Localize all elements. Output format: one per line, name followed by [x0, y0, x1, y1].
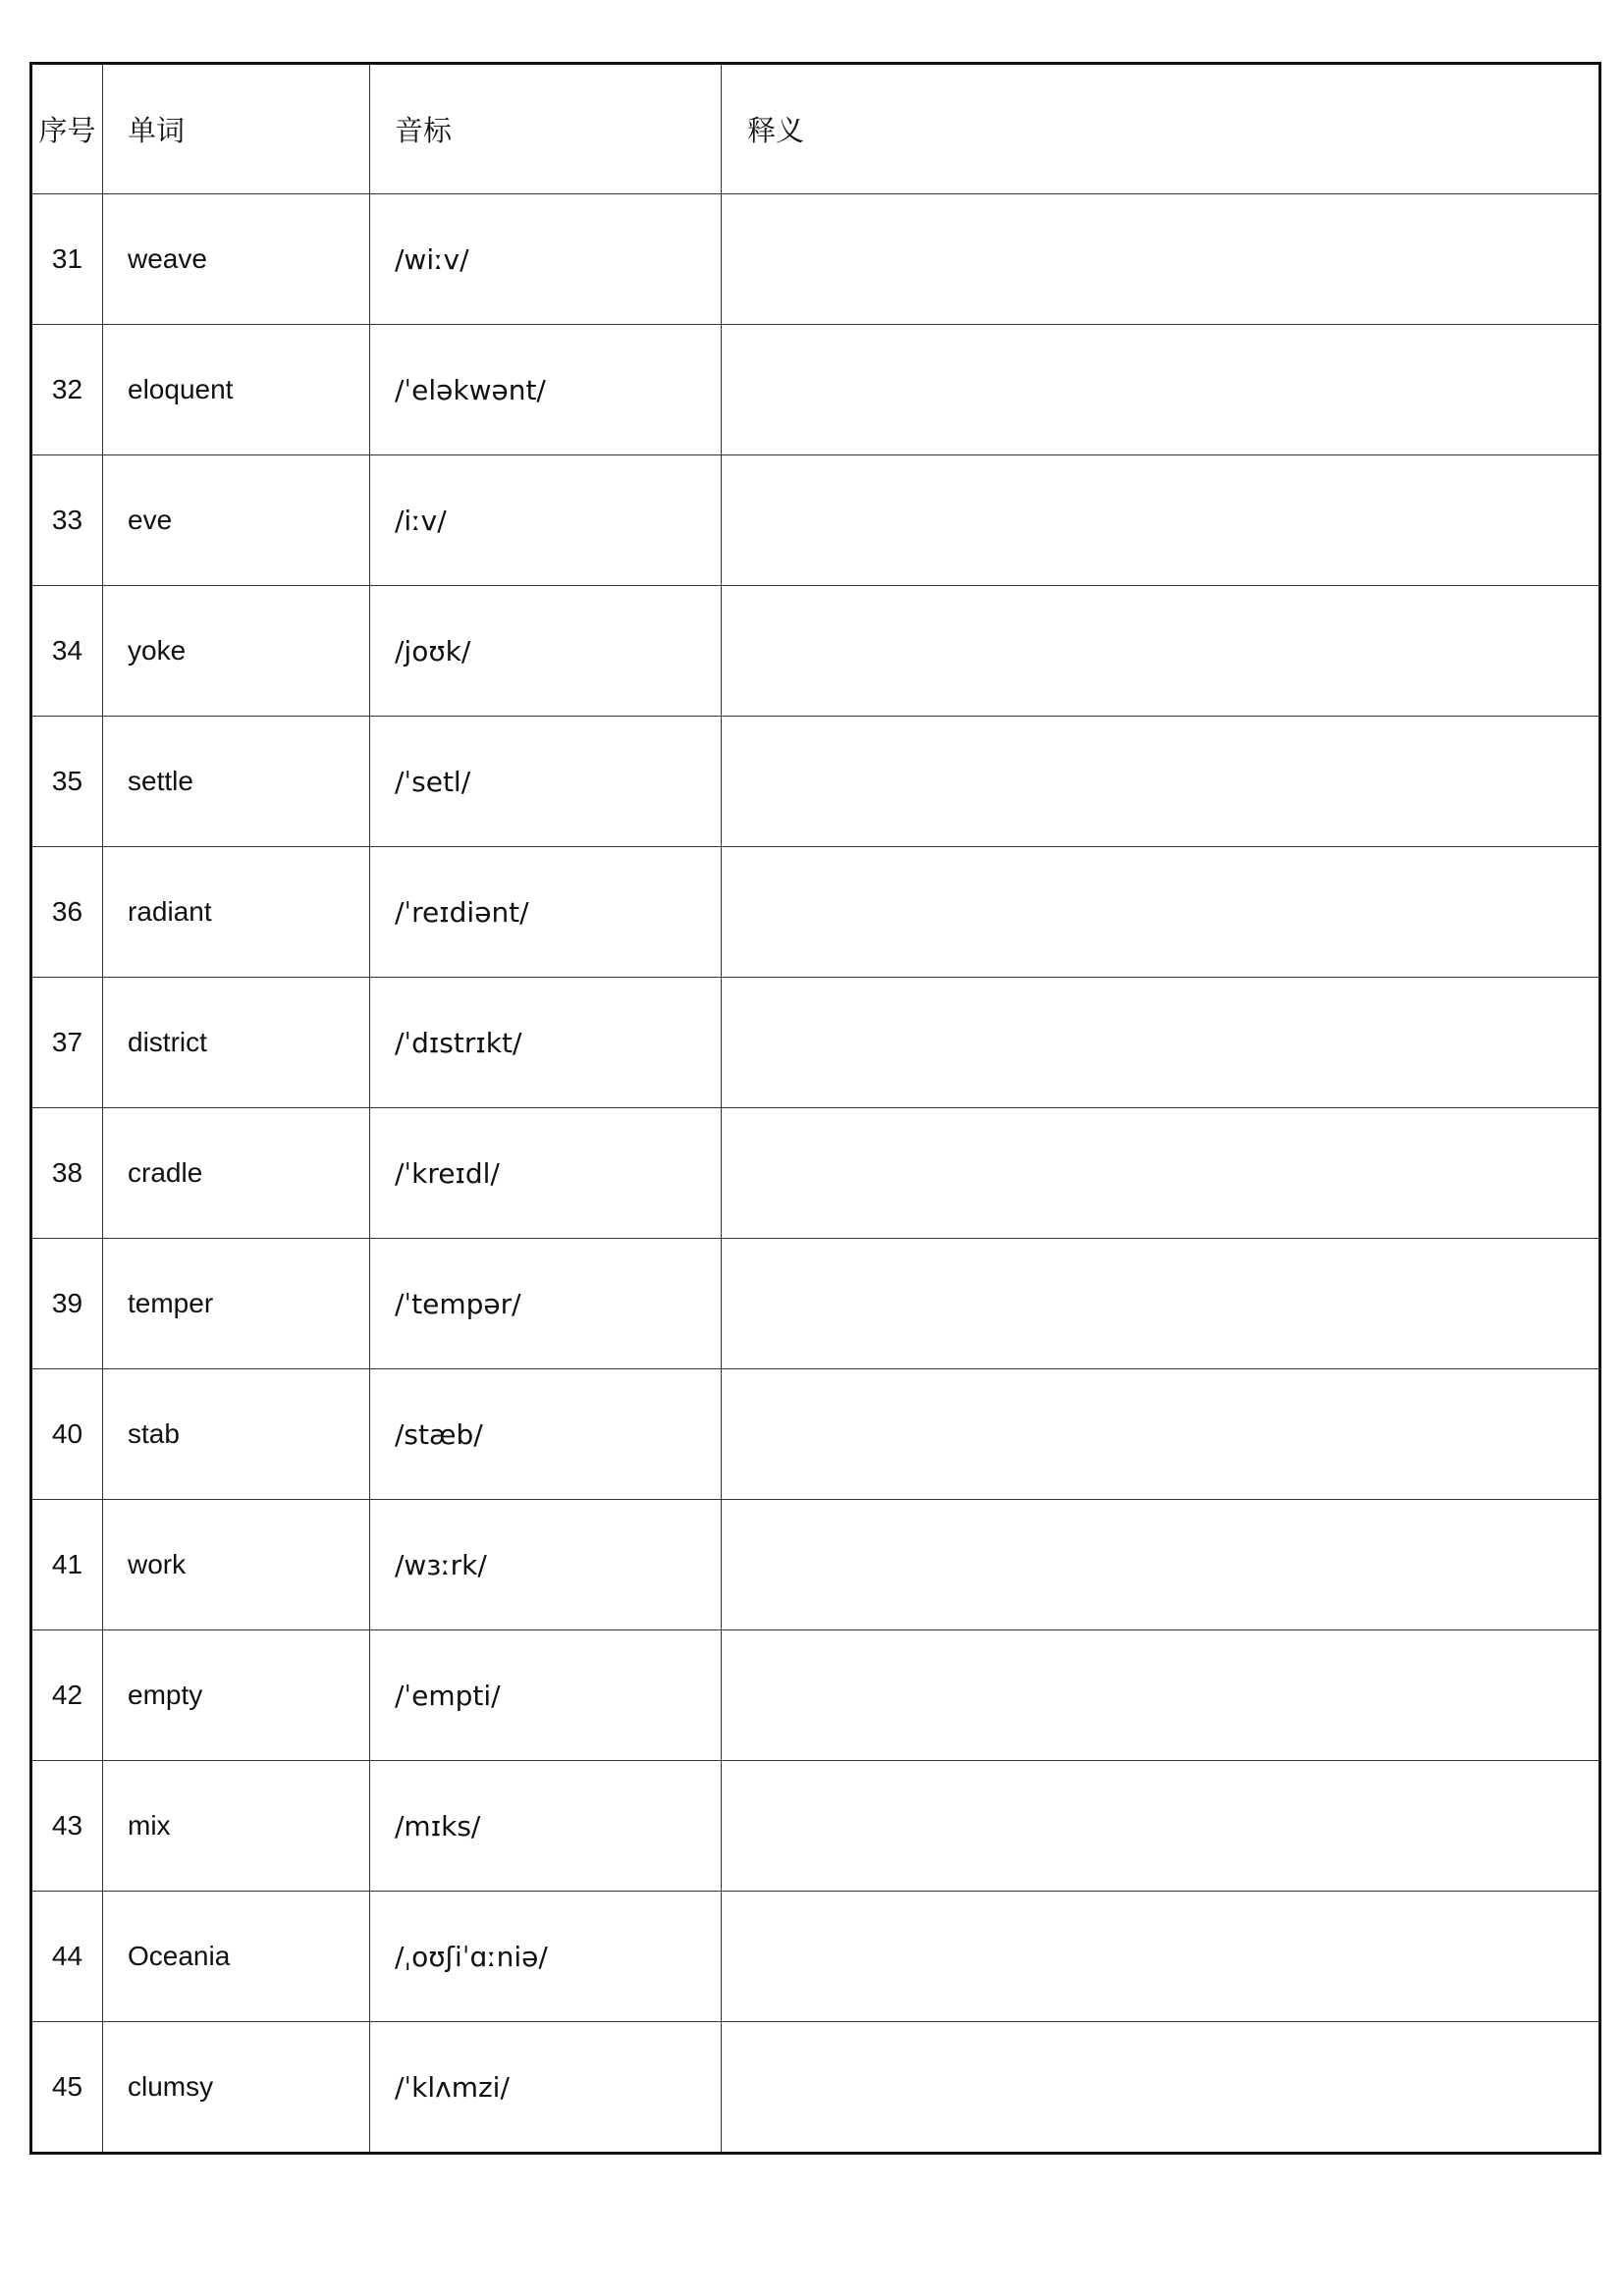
row-definition[interactable]	[722, 2022, 1600, 2154]
row-definition[interactable]	[722, 1630, 1600, 1761]
row-definition[interactable]	[722, 1239, 1600, 1369]
row-phonetic: /ˈkreɪdl/	[370, 1108, 722, 1239]
table-row	[31, 1369, 1600, 1500]
row-phonetic: /wiːv/	[370, 194, 722, 325]
row-word: Oceania	[103, 1892, 370, 2022]
row-definition[interactable]	[722, 586, 1600, 717]
header-definition: 释义	[722, 64, 1600, 194]
vocabulary-table	[29, 62, 1601, 2155]
row-definition[interactable]	[722, 847, 1600, 978]
row-phonetic: /stæb/	[370, 1369, 722, 1500]
row-number: 37	[31, 978, 103, 1108]
row-number: 45	[31, 2022, 103, 2154]
row-phonetic: /iːv/	[370, 455, 722, 586]
table-row	[31, 1892, 1600, 2022]
row-phonetic: /ˈeləkwənt/	[370, 325, 722, 455]
table-row	[31, 586, 1600, 717]
row-definition[interactable]	[722, 1892, 1600, 2022]
row-number: 36	[31, 847, 103, 978]
row-phonetic: /ˌoʊʃiˈɑːniə/	[370, 1892, 722, 2022]
row-phonetic: /ˈreɪdiənt/	[370, 847, 722, 978]
header-number: 序号	[31, 64, 103, 194]
row-phonetic: /ˈsetl/	[370, 717, 722, 847]
row-word: mix	[103, 1761, 370, 1892]
table-row	[31, 194, 1600, 325]
table-row	[31, 978, 1600, 1108]
row-number: 43	[31, 1761, 103, 1892]
row-word: settle	[103, 717, 370, 847]
row-word: clumsy	[103, 2022, 370, 2154]
header-phonetic: 音标	[370, 64, 722, 194]
row-definition[interactable]	[722, 1369, 1600, 1500]
table-row	[31, 325, 1600, 455]
row-definition[interactable]	[722, 978, 1600, 1108]
row-phonetic: /ˈdɪstrɪkt/	[370, 978, 722, 1108]
row-number: 34	[31, 586, 103, 717]
table-row	[31, 1630, 1600, 1761]
row-word: temper	[103, 1239, 370, 1369]
row-phonetic: /wɜːrk/	[370, 1500, 722, 1630]
header-word: 单词	[103, 64, 370, 194]
row-word: yoke	[103, 586, 370, 717]
table-row	[31, 2022, 1600, 2154]
row-word: empty	[103, 1630, 370, 1761]
row-word: eve	[103, 455, 370, 586]
row-definition[interactable]	[722, 1500, 1600, 1630]
row-phonetic: /ˈempti/	[370, 1630, 722, 1761]
row-word: stab	[103, 1369, 370, 1500]
row-number: 31	[31, 194, 103, 325]
table-header-row	[31, 64, 1600, 194]
row-definition[interactable]	[722, 1761, 1600, 1892]
table-body	[31, 194, 1600, 2154]
row-word: work	[103, 1500, 370, 1630]
row-definition[interactable]	[722, 455, 1600, 586]
table-row	[31, 717, 1600, 847]
row-number: 41	[31, 1500, 103, 1630]
table-row	[31, 847, 1600, 978]
table-row	[31, 1761, 1600, 1892]
row-word: radiant	[103, 847, 370, 978]
row-word: weave	[103, 194, 370, 325]
row-number: 35	[31, 717, 103, 847]
table-row	[31, 1108, 1600, 1239]
row-number: 40	[31, 1369, 103, 1500]
row-phonetic: /ˈklʌmzi/	[370, 2022, 722, 2154]
row-phonetic: /mɪks/	[370, 1761, 722, 1892]
row-number: 32	[31, 325, 103, 455]
row-definition[interactable]	[722, 717, 1600, 847]
row-number: 39	[31, 1239, 103, 1369]
row-word: eloquent	[103, 325, 370, 455]
row-phonetic: /ˈtempər/	[370, 1239, 722, 1369]
row-definition[interactable]	[722, 1108, 1600, 1239]
row-phonetic: /joʊk/	[370, 586, 722, 717]
table-row	[31, 1500, 1600, 1630]
row-number: 44	[31, 1892, 103, 2022]
row-number: 33	[31, 455, 103, 586]
table-row	[31, 455, 1600, 586]
row-word: cradle	[103, 1108, 370, 1239]
table-row	[31, 1239, 1600, 1369]
row-definition[interactable]	[722, 325, 1600, 455]
row-definition[interactable]	[722, 194, 1600, 325]
row-number: 42	[31, 1630, 103, 1761]
row-number: 38	[31, 1108, 103, 1239]
row-word: district	[103, 978, 370, 1108]
